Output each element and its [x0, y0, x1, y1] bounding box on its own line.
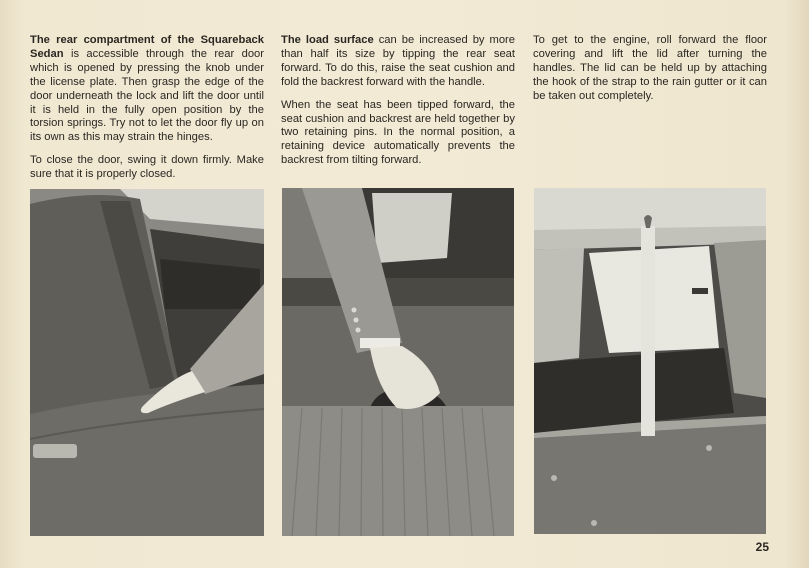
- paragraph-engine-access: To get to the engine, roll forward the floor covering and lift the lid after turning the handles. The lid can be held up by attaching the hook of the strap to the rain gutter or it can be taken out completely.: [533, 34, 767, 102]
- photo-illustration: [282, 188, 514, 536]
- text-column-2: [281, 34, 515, 177]
- text-column-3: [533, 34, 767, 113]
- paragraph-body: can be increased by more than half its size by tipping the rear seat forward. To do this, raise the seat cushion and fold the backrest forward with the handle.: [281, 34, 516, 88]
- photo-illustration: [534, 188, 766, 534]
- paragraph-rear-compartment: [30, 34, 264, 145]
- text-column-1: [30, 34, 264, 191]
- photo-illustration: [30, 189, 264, 536]
- paragraph-close-door: To close the door, swing it down firmly. Make sure that it is properly closed.: [30, 154, 264, 181]
- photo-seat-handle: [282, 188, 514, 536]
- paragraph-lead: The load surface: [281, 34, 374, 46]
- paragraph-seat-tipped: When the seat has been tipped forward, the seat cushion and backrest are held together by two retaining pins. In the normal position, a retaining device automatically prevents the backrest from tilting forward.: [281, 98, 515, 167]
- photo-rear-seat-hand: [30, 189, 264, 536]
- page-number: 25: [755, 540, 769, 554]
- photo-rear-compartment-strap: [534, 188, 766, 534]
- paragraph-body: is accessible through the rear door which is opened by pressing the knob under the license plate. Then grasp the edge of the door underneath the lock and lift the door until it is held in the fully open position by the torsion springs. Try not to let the door fly up on its own as this may strain the hinges.: [30, 47, 264, 144]
- paragraph-load-surface: [281, 34, 515, 90]
- paragraph-lead: The rear compartment of the Squareback Sedan: [30, 34, 264, 60]
